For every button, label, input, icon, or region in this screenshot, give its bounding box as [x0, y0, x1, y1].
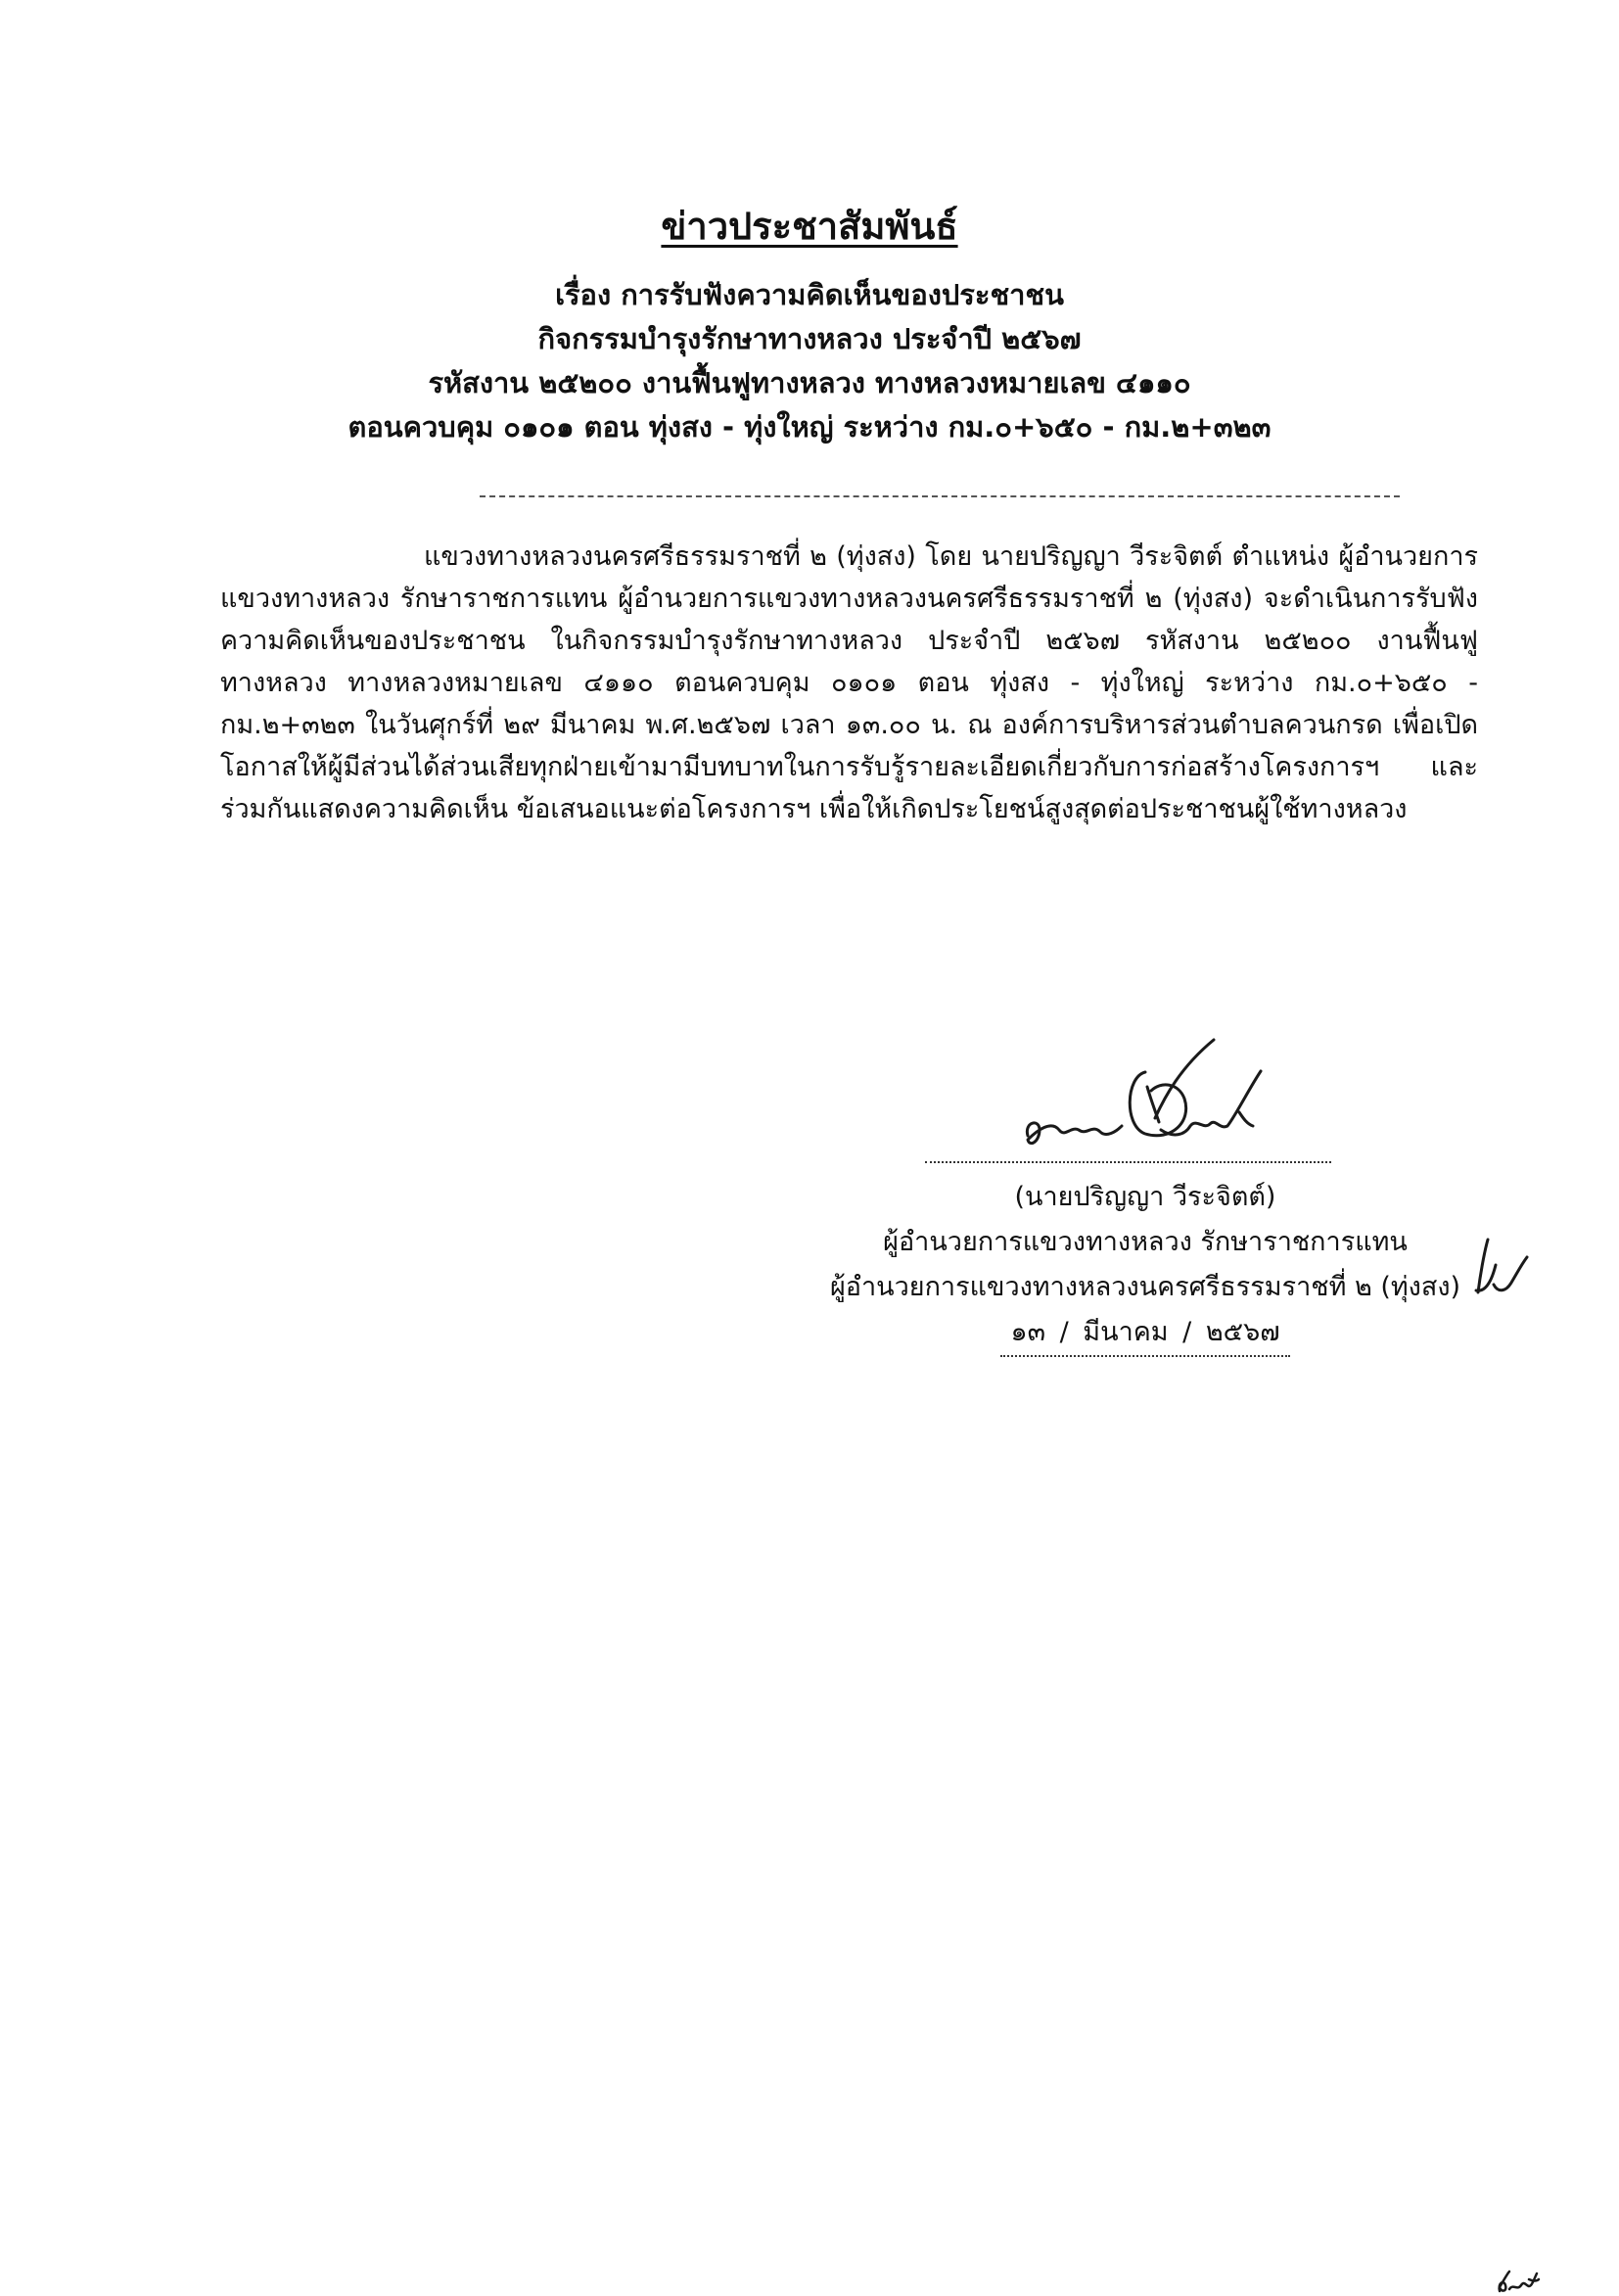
body-paragraph	[220, 536, 1478, 830]
header-separator	[480, 495, 1400, 497]
document-header	[0, 196, 1619, 449]
body-text: แขวงทางหลวงนครศรีธรรมราชที่ ๒ (ทุ่งสง) โดย นายปริญญา วีระจิตต์ ตำแหน่ง ผู้อำนวยการแขวงทางหลวง รักษาราชการแทน ผู้อำนวยการแขวงทางหลวงนครศรีธรรมราชที่ ๒ (ทุ่งสง) จะดำเนินการรับฟังความคิดเห็นของประชาชน ในกิจกรรมบำรุงรักษาทางหลวง ประจำปี ๒๕๖๗ รหัสงาน ๒๕๒๐๐ งานฟื้นฟูทางหลวง ทางหลวงหมายเลข ๔๑๑๐ ตอนควบคุม ๐๑๐๑ ตอน ทุ่งสง - ทุ่งใหญ่ ระหว่าง กม.๐+๖๕๐ - กม.๒+๓๒๓ ในวันศุกร์ที่ ๒๙ มีนาคม พ.ศ.๒๕๖๗ เวลา ๑๓.๐๐ น. ณ องค์การบริหารส่วนตำบลควนกรด เพื่อเปิดโอกาสให้ผู้มีส่วนได้ส่วนเสียทุกฝ่ายเข้ามามีบทบาทในการรับรู้รายละเอียดเกี่ยวกับการก่อสร้างโครงการฯ และร่วมกันแสดงความคิดเห็น ข้อเสนอแนะต่อโครงการฯ เพื่อให้เกิดประโยชน์สูงสุดต่อประชาชนผู้ใช้ทางหลวง	[220, 541, 1478, 824]
subject-line-4: ตอนควบคุม ๐๑๐๑ ตอน ทุ่งสง - ทุ่งใหญ่ ระหว่าง กม.๐+๖๕๐ - กม.๒+๓๒๓	[347, 410, 1272, 444]
signatory-name: (นายปริญญา วีระจิตต์)	[1014, 1182, 1276, 1212]
subject-line-3: รหัสงาน ๒๕๒๐๐ งานฟื้นฟูทางหลวง ทางหลวงหมายเลข ๔๑๑๐	[428, 366, 1191, 399]
handwritten-signature-image	[1018, 1028, 1272, 1160]
handwritten-initial-mark	[1470, 1236, 1531, 1298]
signatory-position-line-2: ผู้อำนวยการแขวงทางหลวงนครศรีธรรมราชที่ ๒ (ทุ่งสง)	[829, 1272, 1461, 1302]
handwritten-corner-mark	[1494, 2270, 1541, 2295]
subject-line-2: กิจกรรมบำรุงรักษาทางหลวง ประจำปี ๒๕๖๗	[537, 322, 1082, 355]
document-title: ข่าวประชาสัมพันธ์	[661, 205, 958, 248]
signature-date: ๑๓ / มีนาคม / ๒๕๖๗	[1000, 1310, 1289, 1357]
subject-line-1: เรื่อง การรับฟังความคิดเห็นของประชาชน	[555, 278, 1064, 311]
signature-dotted-line	[925, 1161, 1331, 1163]
signatory-position-line-1: ผู้อำนวยการแขวงทางหลวง รักษาราชการแทน	[883, 1227, 1408, 1257]
signature-block	[763, 1175, 1527, 1357]
